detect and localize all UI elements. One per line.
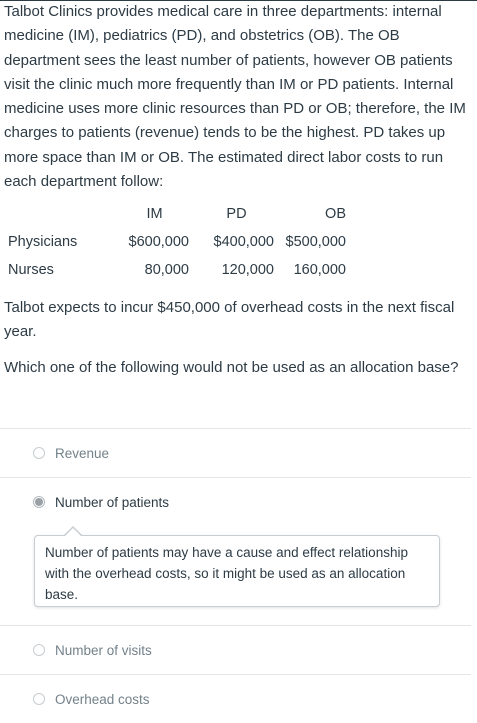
cell-im: 80,000: [144, 262, 189, 278]
feedback-pointer-fill: [65, 528, 81, 536]
cell-ob: $500,000: [285, 234, 346, 250]
answer-feedback: Number of patients may have a cause and effect relationship with the overhead costs, so it might be used as an allocation base.: [34, 535, 440, 607]
radio-button[interactable]: [33, 447, 45, 459]
table-row: [8, 256, 346, 284]
answer-label: Number of patients: [55, 494, 170, 510]
answer-option-revenue[interactable]: [0, 428, 471, 477]
overhead-text: Talbot expects to incur $450,000 of overhead costs in the next fiscal year.: [4, 299, 455, 340]
answer-label: Overhead costs: [55, 691, 150, 707]
answer-row[interactable]: [0, 626, 471, 674]
cell-pd: $400,000: [213, 234, 274, 250]
radio-button-selected[interactable]: [33, 496, 45, 508]
cell-ob: 160,000: [293, 262, 346, 278]
table-header-pd: PD: [226, 206, 247, 222]
answer-option-number-of-patients[interactable]: [0, 477, 471, 526]
table-header-ob: OB: [325, 206, 346, 222]
answer-option-overhead-costs[interactable]: [0, 674, 471, 723]
row-label: Nurses: [8, 262, 54, 278]
cell-im: $600,000: [128, 234, 189, 250]
answer-option-number-of-visits[interactable]: [0, 625, 471, 674]
answer-label: Revenue: [55, 445, 110, 461]
answer-row[interactable]: [0, 478, 471, 526]
radio-button[interactable]: [33, 644, 45, 656]
radio-button[interactable]: [33, 693, 45, 705]
answer-row[interactable]: [0, 675, 471, 723]
answer-row[interactable]: [0, 429, 471, 477]
table-row: [8, 228, 346, 256]
row-label: Physicians: [8, 234, 78, 250]
question-prompt: Which one of the following would not be used as an allocation base?: [4, 359, 459, 376]
question-intro: Talbot Clinics provides medical care in three departments: internal medicine (IM), pediatrics (PD), and obstetrics (OB). The OB department sees the least number of patients, however OB patients visit the clinic much more frequently than IM or PD patients. Internal medicine uses more clinic resources than PD or OB; therefore, the IM charges to patients (revenue) tends to be the highest. PD takes up more space than IM or OB. The estimated direct labor costs to run each department follow:: [4, 3, 466, 191]
table-header-row: [8, 200, 346, 228]
table-header-empty: [8, 200, 88, 228]
table-header-im: IM: [146, 206, 163, 222]
cell-pd: 120,000: [221, 262, 274, 278]
answer-label: Number of visits: [55, 642, 152, 658]
labor-cost-table: [8, 200, 346, 284]
